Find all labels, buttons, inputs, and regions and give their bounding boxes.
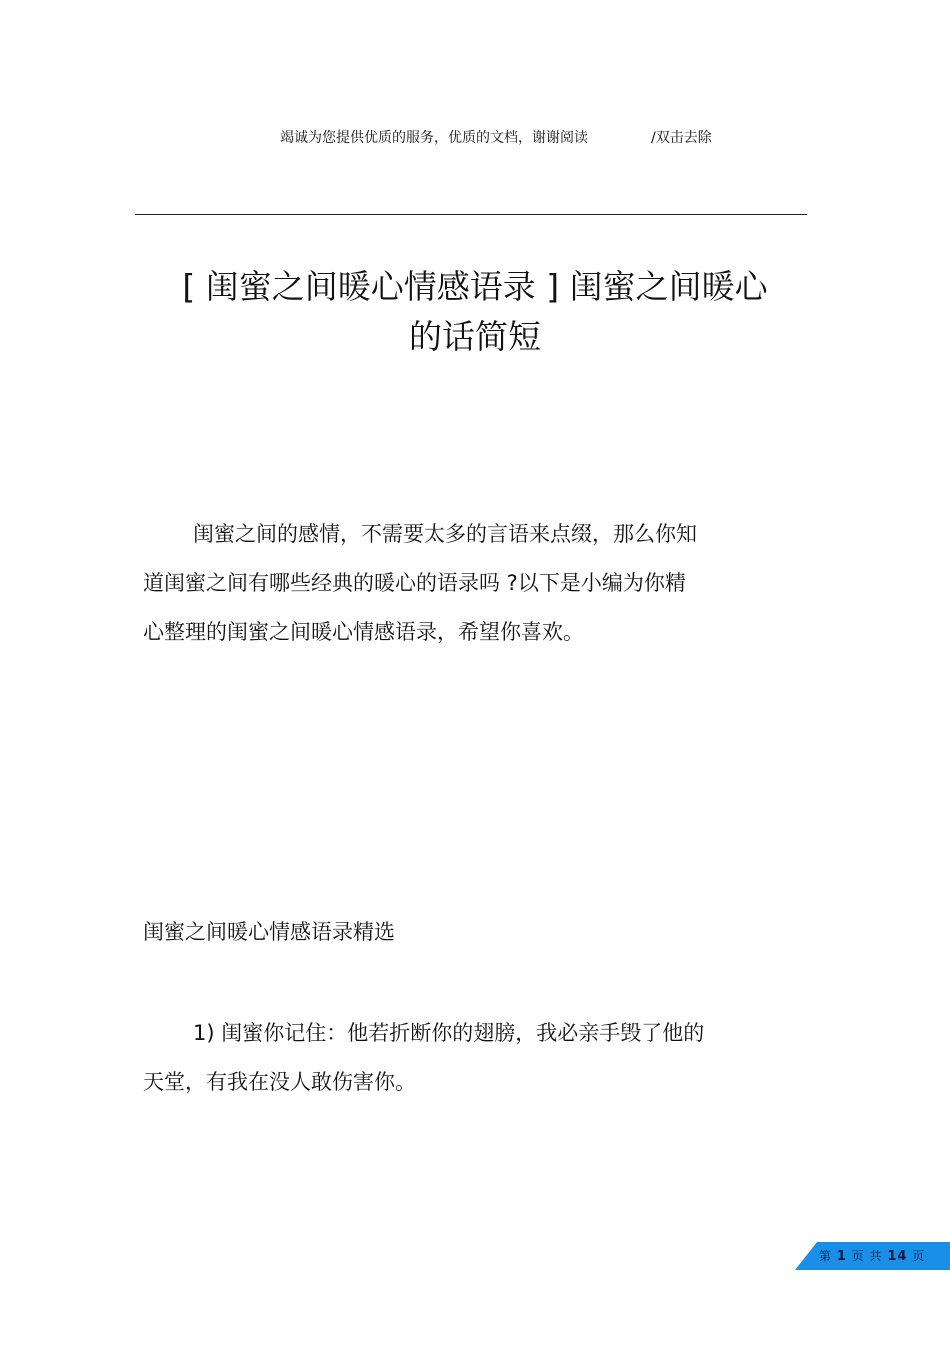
document-title [140,262,810,362]
title-line-2: 的话简短 [409,317,541,356]
page-indicator [819,1242,925,1270]
page-middle: 页 共 [851,1249,883,1263]
title-line-1: [ 闺蜜之间暖心情感语录 ] 闺蜜之间暖心 [182,267,768,306]
page-total: 14 [887,1249,908,1264]
quote-item-1 [143,1009,783,1107]
quote-1-line-1: 1) 闺蜜你记住：他若折断你的翅膀，我必亲手毁了他的 [193,1021,705,1045]
page-number-badge [795,1242,950,1270]
intro-line-2: 道闺蜜之间有哪些经典的暖心的语录吗 ?以下是小编为你精 [143,571,686,595]
intro-line-3: 心整理的闺蜜之间暖心情感语录，希望你喜欢。 [143,620,584,644]
header-divider [135,214,807,215]
header-note-text: 竭诚为您提供优质的服务，优质的文档，谢谢阅读 [280,130,588,146]
page-suffix: 页 [912,1249,926,1263]
quote-1-line-2: 天堂，有我在没人敢伤害你。 [143,1070,416,1094]
page-current: 1 [836,1249,847,1264]
header-note [0,128,950,148]
intro-paragraph [143,510,783,657]
section-heading: 闺蜜之间暖心情感语录精选 [143,920,395,944]
remove-hint-link[interactable]: /双击去除 [651,130,712,146]
page-prefix: 第 [819,1249,833,1263]
intro-line-1: 闺蜜之间的感情，不需要太多的言语来点缀，那么你知 [193,522,697,546]
